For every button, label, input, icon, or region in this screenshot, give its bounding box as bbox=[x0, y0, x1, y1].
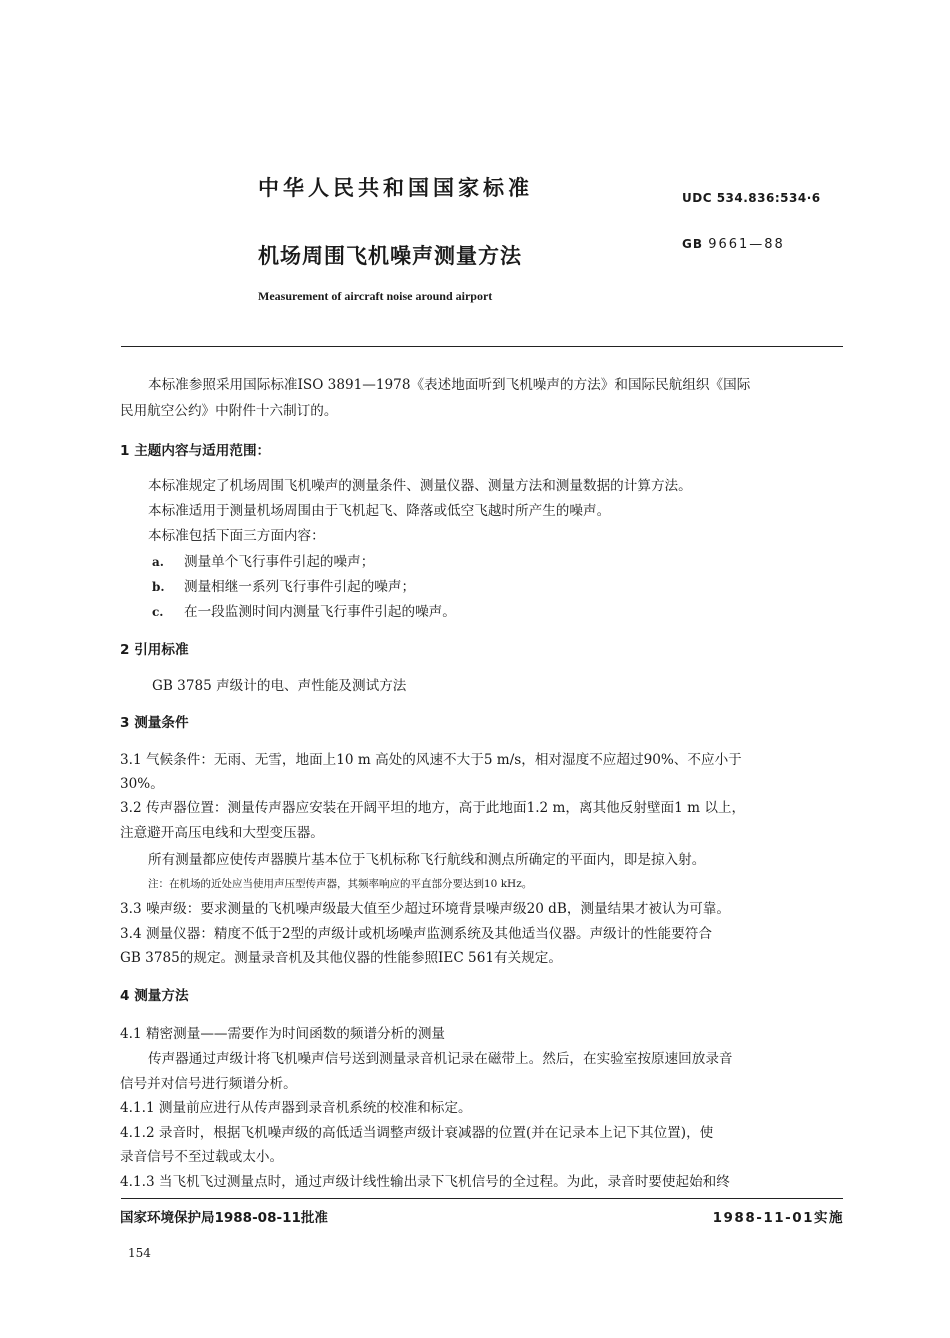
s4-1-2-line-1: 4.1.2 录音时，根据飞机噪声级的高低适当调整声级计衰减器的位置(并在记录本上记下其位置)，使 bbox=[120, 1125, 714, 1141]
udc-code: UDC 534.836:534·6 bbox=[682, 191, 821, 205]
s1-para-2: 本标准适用于测量机场周围由于飞机起飞、降落或低空飞越时所产生的噪声。 bbox=[148, 503, 611, 519]
s4-1-para-line-2: 信号并对信号进行频谱分析。 bbox=[120, 1076, 297, 1092]
list-label: c. bbox=[152, 605, 164, 619]
footer-divider bbox=[121, 1198, 843, 1199]
s3-1-line-2: 30%。 bbox=[120, 776, 164, 792]
s3-4-line-2: GB 3785的规定。测量录音机及其他仪器的性能参照IEC 561有关规定。 bbox=[120, 950, 562, 966]
s1-item-a bbox=[152, 552, 374, 572]
gb-code: 9661—88 bbox=[708, 237, 785, 252]
intro-line-2: 民用航空公约》中附件十六制订的。 bbox=[120, 403, 338, 419]
s3-note: 注：在机场的近处应当使用声压型传声器，其频率响应的平直部分要达到10 kHz。 bbox=[148, 878, 533, 890]
s1-para-3: 本标准包括下面三方面内容： bbox=[148, 528, 325, 544]
gb-prefix: GB bbox=[682, 237, 703, 251]
s4-1-2-line-2: 录音信号不至过载或太小。 bbox=[120, 1149, 284, 1165]
gb-number bbox=[682, 237, 785, 252]
list-label: a. bbox=[152, 555, 164, 569]
s4-1-3: 4.1.3 当飞机飞过测量点时，通过声级计线性输出录下飞机信号的全过程。为此，录音时要使起始和终 bbox=[120, 1174, 730, 1190]
section-1-heading: 1 主题内容与适用范围： bbox=[120, 443, 271, 459]
s3-1-line-1: 3.1 气候条件：无雨、无雪，地面上10 m 高处的风速不大于5 m/s，相对湿度不应超过90%、不应小于 bbox=[120, 752, 742, 768]
intro-line-1: 本标准参照采用国际标准ISO 3891—1978《表述地面听到飞机噪声的方法》和国际民航组织《国际 bbox=[148, 377, 751, 393]
english-title: Measurement of aircraft noise around airport bbox=[258, 289, 493, 303]
s3-3: 3.3 噪声级：要求测量的飞机噪声级最大值至少超过环境背景噪声级20 dB，测量结果才被认为可靠。 bbox=[120, 901, 730, 917]
list-text: 测量相继一系列飞行事件引起的噪声； bbox=[184, 579, 416, 595]
s3-2-line-1: 3.2 传声器位置：测量传声器应安装在开阔平坦的地方，高于此地面1.2 m，离其他反射壁面1 m 以上， bbox=[120, 800, 746, 816]
list-text: 在一段监测时间内测量飞行事件引起的噪声。 bbox=[184, 604, 456, 620]
s1-item-c bbox=[152, 602, 456, 622]
s3-2-line-3: 所有测量都应使传声器膜片基本位于飞机标称飞行航线和测点所确定的平面内，即是掠入射。 bbox=[148, 852, 706, 868]
header-divider bbox=[121, 346, 843, 347]
s4-1-1: 4.1.1 测量前应进行从传声器到录音机系统的校准和标定。 bbox=[120, 1100, 472, 1116]
s1-item-b bbox=[152, 577, 415, 597]
s3-2-line-2: 注意避开高压电线和大型变压器。 bbox=[120, 825, 324, 841]
section-4-heading: 4 测量方法 bbox=[120, 988, 189, 1004]
s3-4-line-1: 3.4 测量仪器：精度不低于2型的声级计或机场噪声监测系统及其他适当仪器。声级计的性能要符合 bbox=[120, 926, 712, 942]
s4-1: 4.1 精密测量——需要作为时间函数的频谱分析的测量 bbox=[120, 1026, 446, 1042]
s4-1-para-line-1: 传声器通过声级计将飞机噪声信号送到测量录音机记录在磁带上。然后，在实验室按原速回放录音 bbox=[148, 1051, 733, 1067]
section-2-heading: 2 引用标准 bbox=[120, 642, 189, 658]
document-title: 机场周围飞机噪声测量方法 bbox=[258, 244, 522, 268]
approval-date: 国家环境保护局1988-08-11批准 bbox=[120, 1210, 328, 1226]
s2-reference: GB 3785 声级计的电、声性能及测试方法 bbox=[152, 678, 407, 694]
page-number: 154 bbox=[128, 1246, 151, 1260]
list-text: 测量单个飞行事件引起的噪声； bbox=[184, 554, 375, 570]
s1-para-1: 本标准规定了机场周围飞机噪声的测量条件、测量仪器、测量方法和测量数据的计算方法。 bbox=[148, 478, 692, 494]
section-3-heading: 3 测量条件 bbox=[120, 715, 189, 731]
standard-org-heading: 中华人民共和国国家标准 bbox=[258, 176, 533, 200]
list-label: b. bbox=[152, 580, 165, 594]
effective-date: 1988-11-01实施 bbox=[712, 1210, 844, 1226]
